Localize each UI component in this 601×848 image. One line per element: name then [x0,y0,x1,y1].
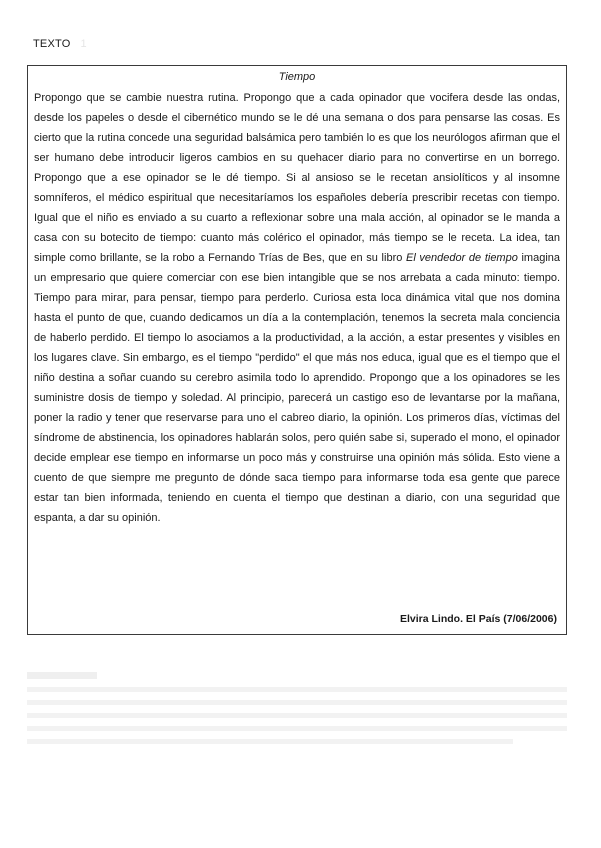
faded-heading-bar [27,672,97,679]
faded-line [27,739,513,744]
section-heading [33,38,87,50]
section-label: TEXTO [33,38,71,50]
faded-line [27,713,567,718]
faded-line [27,687,567,692]
article-body-part-2: imagina un empresario que quiere comerciar con ese bien intangible que se nos arrebata a cada minuto: tiempo. Tiempo para mirar, para pensar, tiempo para perderlo. Curiosa esta loca dinámica vital que nos domina hasta el punto de que, cuando dedicamos un día a la contemplación, tenemos la secreta mala conciencia de haberlo perdido. El tiempo lo asociamos a la productividad, a la acción, a estar presentes y visibles en los lugares clave. Sin embargo, es el tiempo "perdido" el que más nos educa, igual que es el tiempo que el niño destina a soñar cuando su cerebro asimila todo lo aprendido. Propongo que a los opinadores se les suministre dosis de tiempo y soledad. Al principio, parecerá un castigo eso de levantarse por la mañana, poner la radio y tener que reservarse para uno el cabreo diario, la opinión. Los primeros días, víctimas del síndrome de abstinencia, los opinadores hablarán solos, pero quién sabe si, superado el mono, el opinador decide emplear ese tiempo en informarse un poco más y construirse una opinión más sólida. Esto viene a cuento de que siempre me pregunto de dónde saca tiempo para informarse toda esa gente que parece estar tan bien informada, teniendo en cuenta el tiempo que destinan a diario, con una seguridad que espanta, a dar su opinión. [34,252,561,524]
article-body [34,88,560,528]
faded-line [27,726,567,731]
book-title: El vendedor de tiempo [406,252,518,264]
section-number-faded: 1 [80,38,87,50]
article-body-part-1: Propongo que se cambie nuestra rutina. Propongo que a cada opinador que vocifera desde las ondas, desde los papeles o desde el cibernético mundo se le dé una semana o dos para pensarse las cosas. Es cierto que la rutina concede una seguridad balsámica pero también lo es que los neurólogos afirman que el ser humano debe introducir ligeros cambios en su quehacer diario para no convertirse en un borrego. Propongo que a ese opinador se le dé tiempo. Si al ansioso se le recetan ansiolíticos y al insomne somníferos, el médico espiritual que necesitaríamos los españoles debería prescribir recetas con tiempo. Igual que el niño es enviado a su cuarto a reflexionar sobre una mala acción, al opinador se le manda a casa con su botecito de tiempo: cuanto más colérico el opinador, más tiempo se le receta. La idea, tan simple como brillante, se la robo a Fernando Trías de Bes, que en su libro [34,92,560,264]
faded-next-section [27,672,567,752]
article-title: Tiempo [278,71,316,83]
article-signature: Elvira Lindo. El País (7/06/2006) [400,613,557,625]
faded-line [27,700,567,705]
article-box [27,65,567,635]
